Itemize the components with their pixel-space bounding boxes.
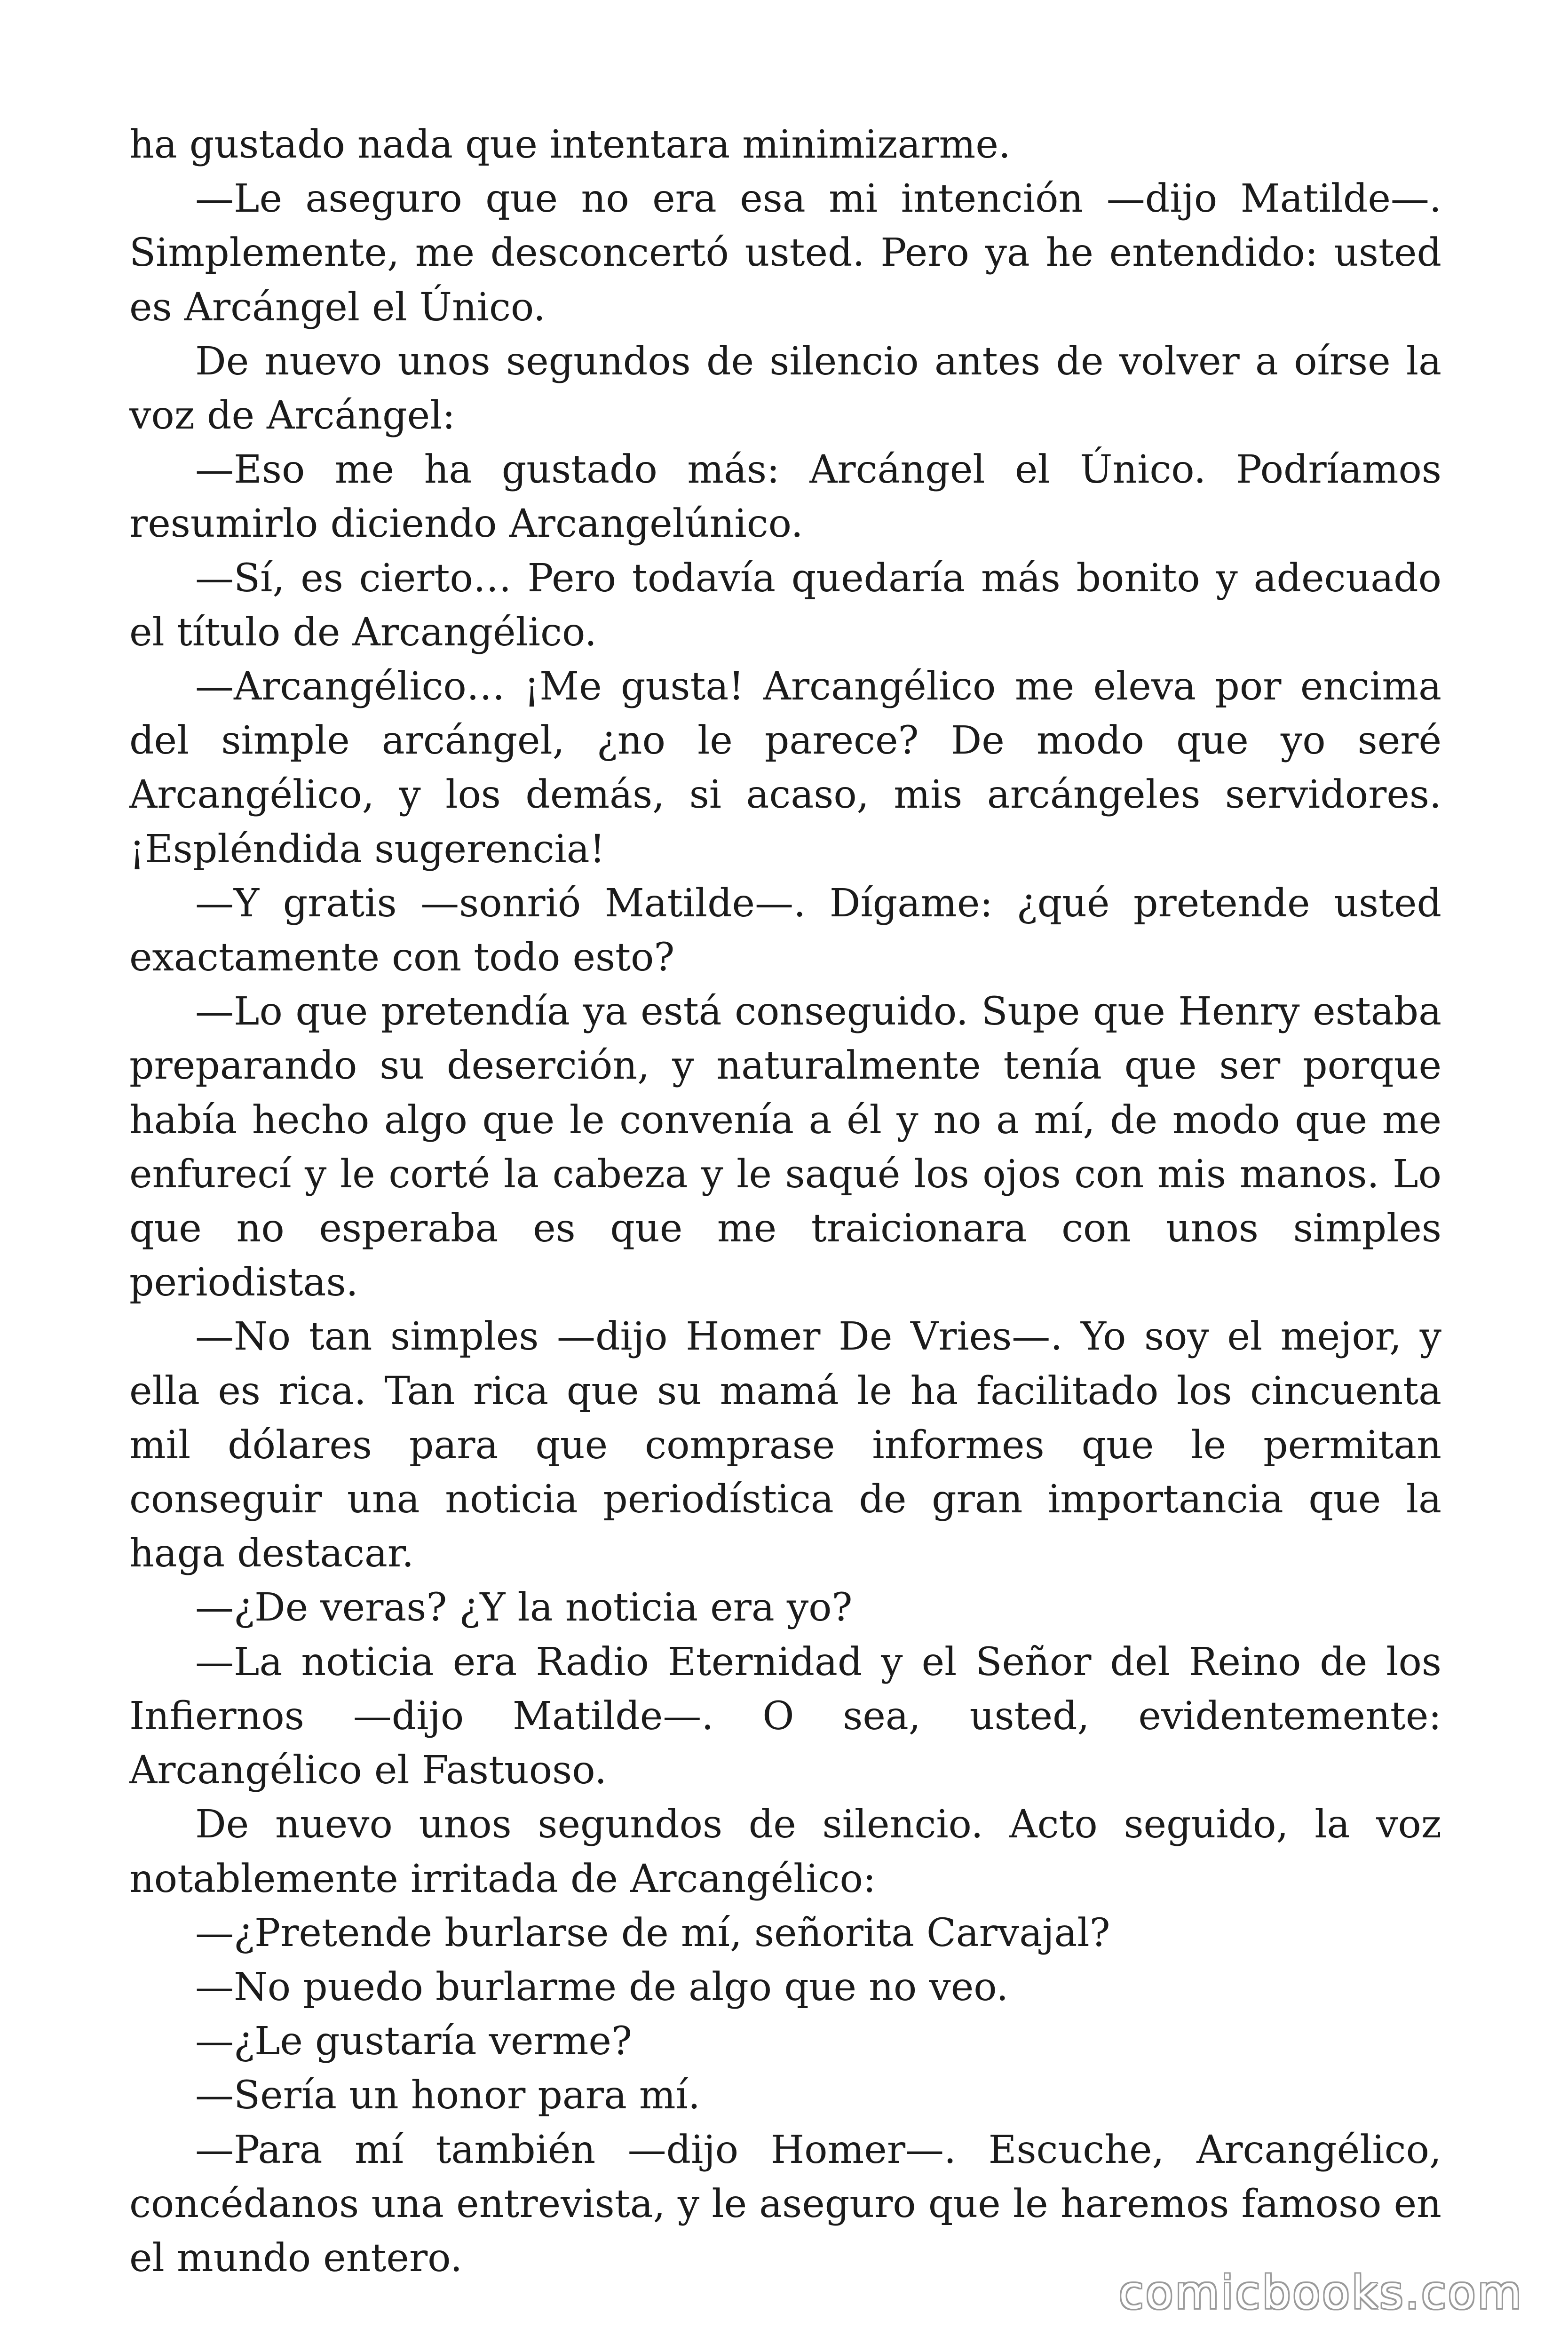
page-body bbox=[129, 118, 1441, 2285]
paragraph: —¿Le gustaría verme? bbox=[195, 2019, 632, 2064]
paragraph: —Sí, es cierto… Pero todavía quedaría más bonito y adecuado el título de Arcangélico. bbox=[129, 556, 1441, 655]
paragraph: De nuevo unos segundos de silencio antes de volver a oírse la voz de Arcángel: bbox=[129, 339, 1441, 438]
paragraph: ha gustado nada que intentara minimizarme. bbox=[129, 122, 1011, 167]
watermark: comicbooks.com bbox=[1118, 2266, 1523, 2319]
paragraph: De nuevo unos segundos de silencio. Acto seguido, la voz notablemente irritada de Arcangélico: bbox=[129, 1802, 1441, 1901]
paragraph: —¿De veras? ¿Y la noticia era yo? bbox=[195, 1585, 853, 1630]
paragraph: —¿Pretende burlarse de mí, señorita Carvajal? bbox=[195, 1910, 1110, 1955]
paragraph: —Y gratis —sonrió Matilde—. Dígame: ¿qué pretende usted exactamente con todo esto? bbox=[129, 881, 1441, 980]
paragraph: —No tan simples —dijo Homer De Vries—. Yo soy el mejor, y ella es rica. Tan rica que su mamá le ha facilitado los cincuenta mil dólares para que comprase informes que le permitan conseguir una noticia periodística de gran importancia que la haga destacar. bbox=[129, 1314, 1441, 1576]
paragraph: —Sería un honor para mí. bbox=[195, 2073, 700, 2118]
paragraph: —Eso me ha gustado más: Arcángel el Único. Podríamos resumirlo diciendo Arcangelúnico. bbox=[129, 447, 1441, 547]
paragraph: —No puedo burlarme de algo que no veo. bbox=[195, 1964, 1009, 2010]
paragraph: —Lo que pretendía ya está conseguido. Supe que Henry estaba preparando su deserción, y naturalmente tenía que ser porque había hecho algo que le convenía a él y no a mí, de modo que me enfurecí y le corté la cabeza y le saqué los ojos con mis manos. Lo que no esperaba es que me traicionara con unos simples periodistas. bbox=[129, 989, 1441, 1305]
paragraph: —Para mí también —dijo Homer—. Escuche, Arcangélico, concédanos una entrevista, y le aseguro que le haremos famoso en el mundo entero. bbox=[129, 2127, 1441, 2280]
paragraph: —La noticia era Radio Eternidad y el Señor del Reino de los Infiernos —dijo Matilde—. O sea, usted, evidentemente: Arcangélico el Fastuoso. bbox=[129, 1639, 1441, 1793]
paragraph: —Le aseguro que no era esa mi intención —dijo Matilde—. Simplemente, me desconcertó usted. Pero ya he entendido: usted es Arcángel el Único. bbox=[129, 176, 1441, 330]
paragraph: —Arcangélico… ¡Me gusta! Arcangélico me eleva por encima del simple arcángel, ¿no le parece? De modo que yo seré Arcangélico, y los demás, si acaso, mis arcángeles servidores. ¡Espléndida sugerencia! bbox=[129, 664, 1441, 872]
